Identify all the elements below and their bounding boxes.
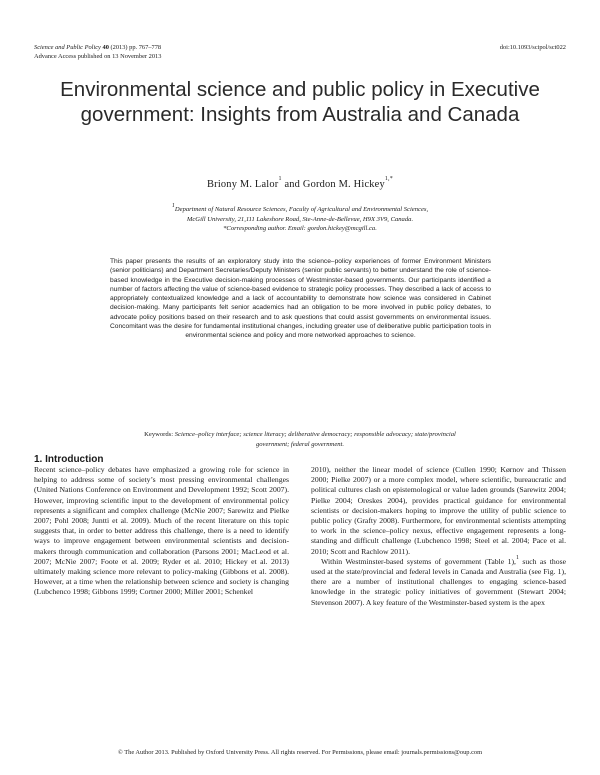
keywords-block: [130, 430, 470, 449]
running-header-citation: [34, 43, 161, 61]
advance-access-note: Advance Access published on 13 November 2013: [34, 53, 162, 60]
paragraph-text: Within Westminster-based systems of government (Table 1),: [321, 556, 516, 566]
doi-label: doi:10.1093/scipol/sct022: [499, 44, 566, 51]
citation-pages: (2013) pp. 767–778: [110, 44, 162, 51]
copyright-footer: © The Author 2013. Published by Oxford University Press. All rights reserved. For Permissions, please email: journals.permissions@oup.com: [117, 749, 483, 756]
affiliation-line: Department of Natural Resource Sciences, Faculty of Agricultural and Environmental Sciences,: [174, 206, 429, 213]
author-line: [60, 178, 540, 191]
article-title: Environmental science and public policy in Executive government: Insights from Australia and Canada: [60, 78, 540, 126]
keywords-list: Science–policy interface; science literacy; deliberative democracy; responsible advocacy; state/provincial government; federal government.: [174, 431, 456, 448]
author-affil-mark: 1,*: [384, 176, 393, 182]
volume-number: 40: [102, 44, 109, 51]
body-paragraph: 2010), neither the linear model of science (Cullen 1990; Kørnov and Thissen 2000; Pielke 2007) or a more complex model, where scientific, bureaucratic and political cultures clash on epistemological or value laden grounds (Sarewitz 2004; Pielke 2004; Oreskes 2004), provides practical guidance for environmental scientists or decision-makers hoping to improve the utility of public science to public policy (Grafty 2008). Furthermore, for environmental scientists attempting to work in the science–policy nexus, effective engagement represents a long-standing and difficult challenge (Lubchenco 1998; Steel et al. 2004; Pace et al. 2010; Scott and Rachlow 2011).: [311, 465, 566, 556]
footnote-mark: 1: [515, 554, 519, 561]
paragraph-text: such as those used at the state/provincial and federal levels in Canada and Australia (see Fig. 1), there are a number of institutional challenges to engaging science-based knowledge in the strategic policy initiatives of government (Stewart 2004; Stevenson 2007). A key feature of the Westminster-based system is the apex: [311, 556, 566, 607]
author-affil-mark: 1: [278, 176, 282, 182]
affiliation-mark: 1: [171, 203, 175, 209]
body-paragraph: Recent science–policy debates have emphasized a growing role for science in helping to address some of society’s most pressing environmental challenges (United Nations Conference on Environment and Development 1992; Scott 2007). However, improving scientific input to the development of environmental policy represents a significant and complex challenge (McNie 2007; Sarewitz and Pielke 2007; Pohl 2008; Juntti et al. 2009). Much of the recent literature on this topic suggests that, in order to better address this challenge, there is a need to identify ways to improve engagement between environmental scientists and decision-makers through communication and collaboration (Parsons 2001; MacLeod et al. 2007; McNie 2007; Foote et al. 2009; Ryder et al. 2010; Hickey et al. 2013) ultimately making science more relevant to policy-making (Gibbons et al. 2008). However, at a time when the relationship between science and society is changing (Lubchenco 1998; Gibbons 1999; Cortner 2000; Miller 2001; Schenkel: [34, 465, 289, 597]
body-paragraph: [311, 554, 566, 608]
author-connector: and: [284, 179, 301, 190]
keywords-label: Keywords:: [144, 431, 174, 438]
affiliation-line: McGill University, 21,111 Lakeshore Road, Ste-Anne-de-Bellevue, H9X 3V9, Canada.: [186, 215, 414, 223]
affiliation-block: [95, 205, 505, 234]
section-heading: 1. Introduction: [34, 454, 104, 465]
abstract-text: This paper presents the results of an exploratory study into the science–policy experiences of former Environment Ministers (senior politicians) and Department Secretaries/Deputy Ministers (senior public servants) to better understand the role of science-based knowledge in the Executive decision-making processes of Westminster-based governments. Our participants identified a number of factors affecting the value of science-based evidence to strategic policy processes. They described a lack of access to appropriately contextualized knowledge and a lack of accountability to demonstrate how science was considered in Cabinet decision-making. Many participants felt senior academics had an obligation to be more involved in public policy debates, to advocate policy positions based on their research and to ask questions that could assist governments on environmental issues. Concomitant was the desire for fundamental institutional changes, including greater use of deliberative public participation tools in environmental science and policy and more networked approaches to science.: [110, 258, 491, 340]
body-column-right: [311, 465, 566, 608]
corresponding-author: *Corresponding author. Email: gordon.hickey@mcgill.ca.: [223, 225, 377, 232]
author-name: Briony M. Lalor: [207, 179, 279, 190]
author-name: Gordon M. Hickey: [302, 179, 385, 190]
body-column-left: [34, 465, 289, 598]
journal-name: Science and Public Policy: [34, 44, 101, 51]
